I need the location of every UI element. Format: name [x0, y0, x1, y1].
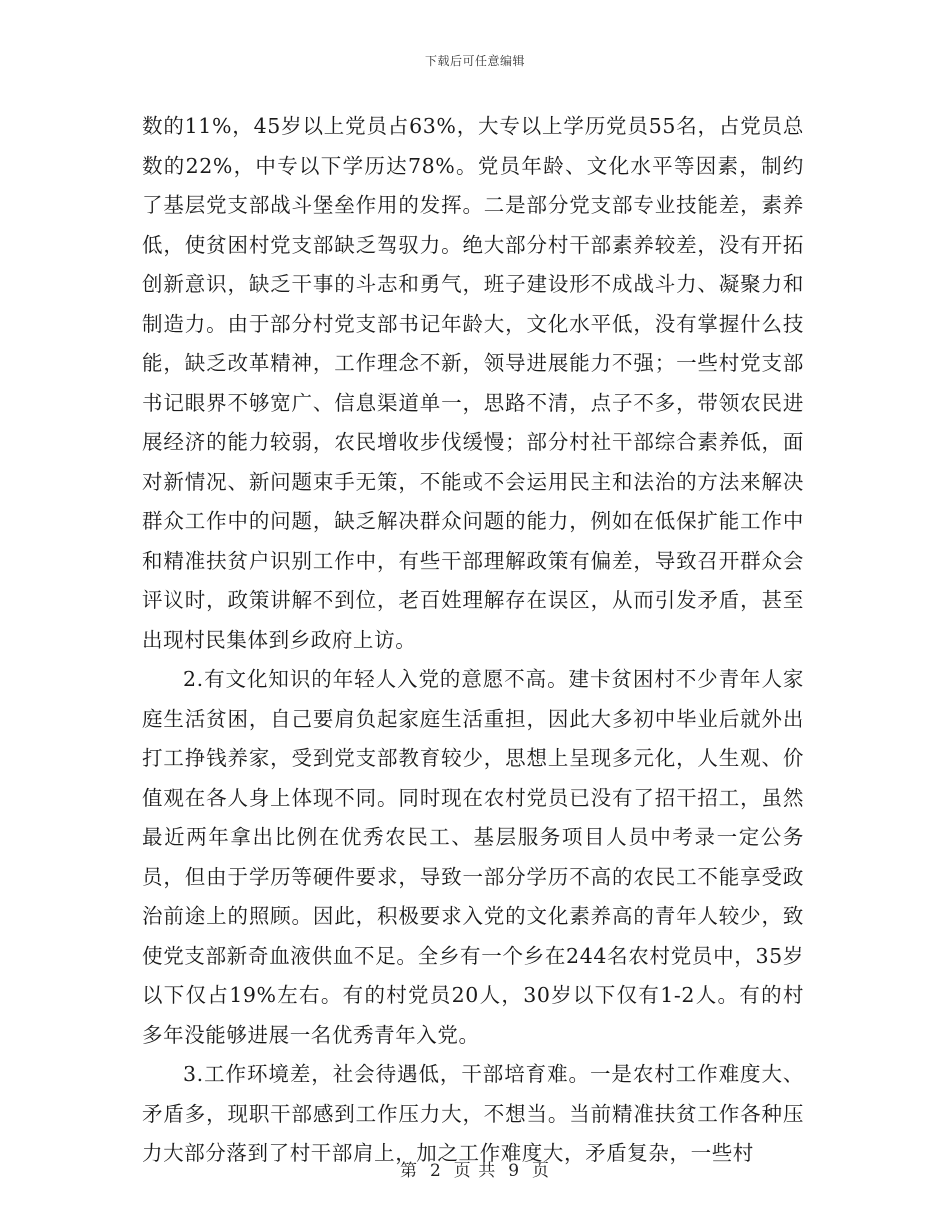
paragraph-2: 2.有文化知识的年轻人入党的意愿不高。建卡贫困村不少青年人家庭生活贫困，自己要肩负起家庭生活重担，因此大多初中毕业后就外出打工挣钱养家，受到党支部教育较少，思想上呈现多元化，人生观、价值观在各人身上体现不同。同时现在农村党员已没有了招干招工，虽然最近两年拿出比例在优秀农民工、基层服务项目人员中考录一定公务员，但由于学历等硬件要求，导致一部分学历不高的农民工不能享受政治前途上的照顾。因此，积极要求入党的文化素养高的青年人较少，致使党支部新奇血液供血不足。全乡有一个乡在244名农村党员中，35岁以下仅占19%左右。有的村党员20人，30岁以下仅有1-2人。有的村多年没能够进展一名优秀青年入党。 — [142, 667, 804, 1047]
footer-total-pages: 9 — [508, 1161, 521, 1181]
document-body — [142, 107, 804, 1174]
paragraph-3: 3.工作环境差，社会待遇低，干部培育难。一是农村工作难度大、矛盾多，现职干部感到工作压力大，不想当。当前精准扶贫工作各种压力大部分落到了村干部肩上，加之工作难度大，矛盾复杂，一些村 — [142, 1062, 804, 1165]
footer-current-page: 2 — [429, 1161, 442, 1181]
paragraph-1: 数的11%，45岁以上党员占63%，大专以上学历党员55名，占党员总数的22%，中专以下学历达78%。党员年龄、文化水平等因素，制约了基层党支部战斗堡垒作用的发挥。二是部分党支部专业技能差，素养低，使贫困村党支部缺乏驾驭力。绝大部分村干部素养较差，没有开拓创新意识，缺乏干事的斗志和勇气，班子建设形不成战斗力、凝聚力和制造力。由于部分村党支部书记年龄大，文化水平低，没有掌握什么技能，缺乏改革精神，工作理念不新，领导进展能力不强；一些村党支部书记眼界不够宽广、信息渠道单一，思路不清，点子不多，带领农民进展经济的能力较弱，农民增收步伐缓慢；部分村社干部综合素养低，面对新情况、新问题束手无策，不能或不会运用民主和法治的方法来解决群众工作中的问题，缺乏解决群众问题的能力，例如在低保扩能工作中和精准扶贫户识别工作中，有些干部理解政策有偏差，导致召开群众会评议时，政策讲解不到位，老百姓理解存在误区，从而引发矛盾，甚至出现村民集体到乡政府上访。 — [142, 114, 804, 652]
footer-suffix: 页 — [532, 1161, 551, 1181]
footer-prefix: 第 — [399, 1161, 418, 1181]
page-header: 下载后可任意编辑 — [424, 54, 525, 68]
page-footer — [0, 1156, 950, 1181]
footer-middle: 页 共 — [453, 1161, 497, 1181]
